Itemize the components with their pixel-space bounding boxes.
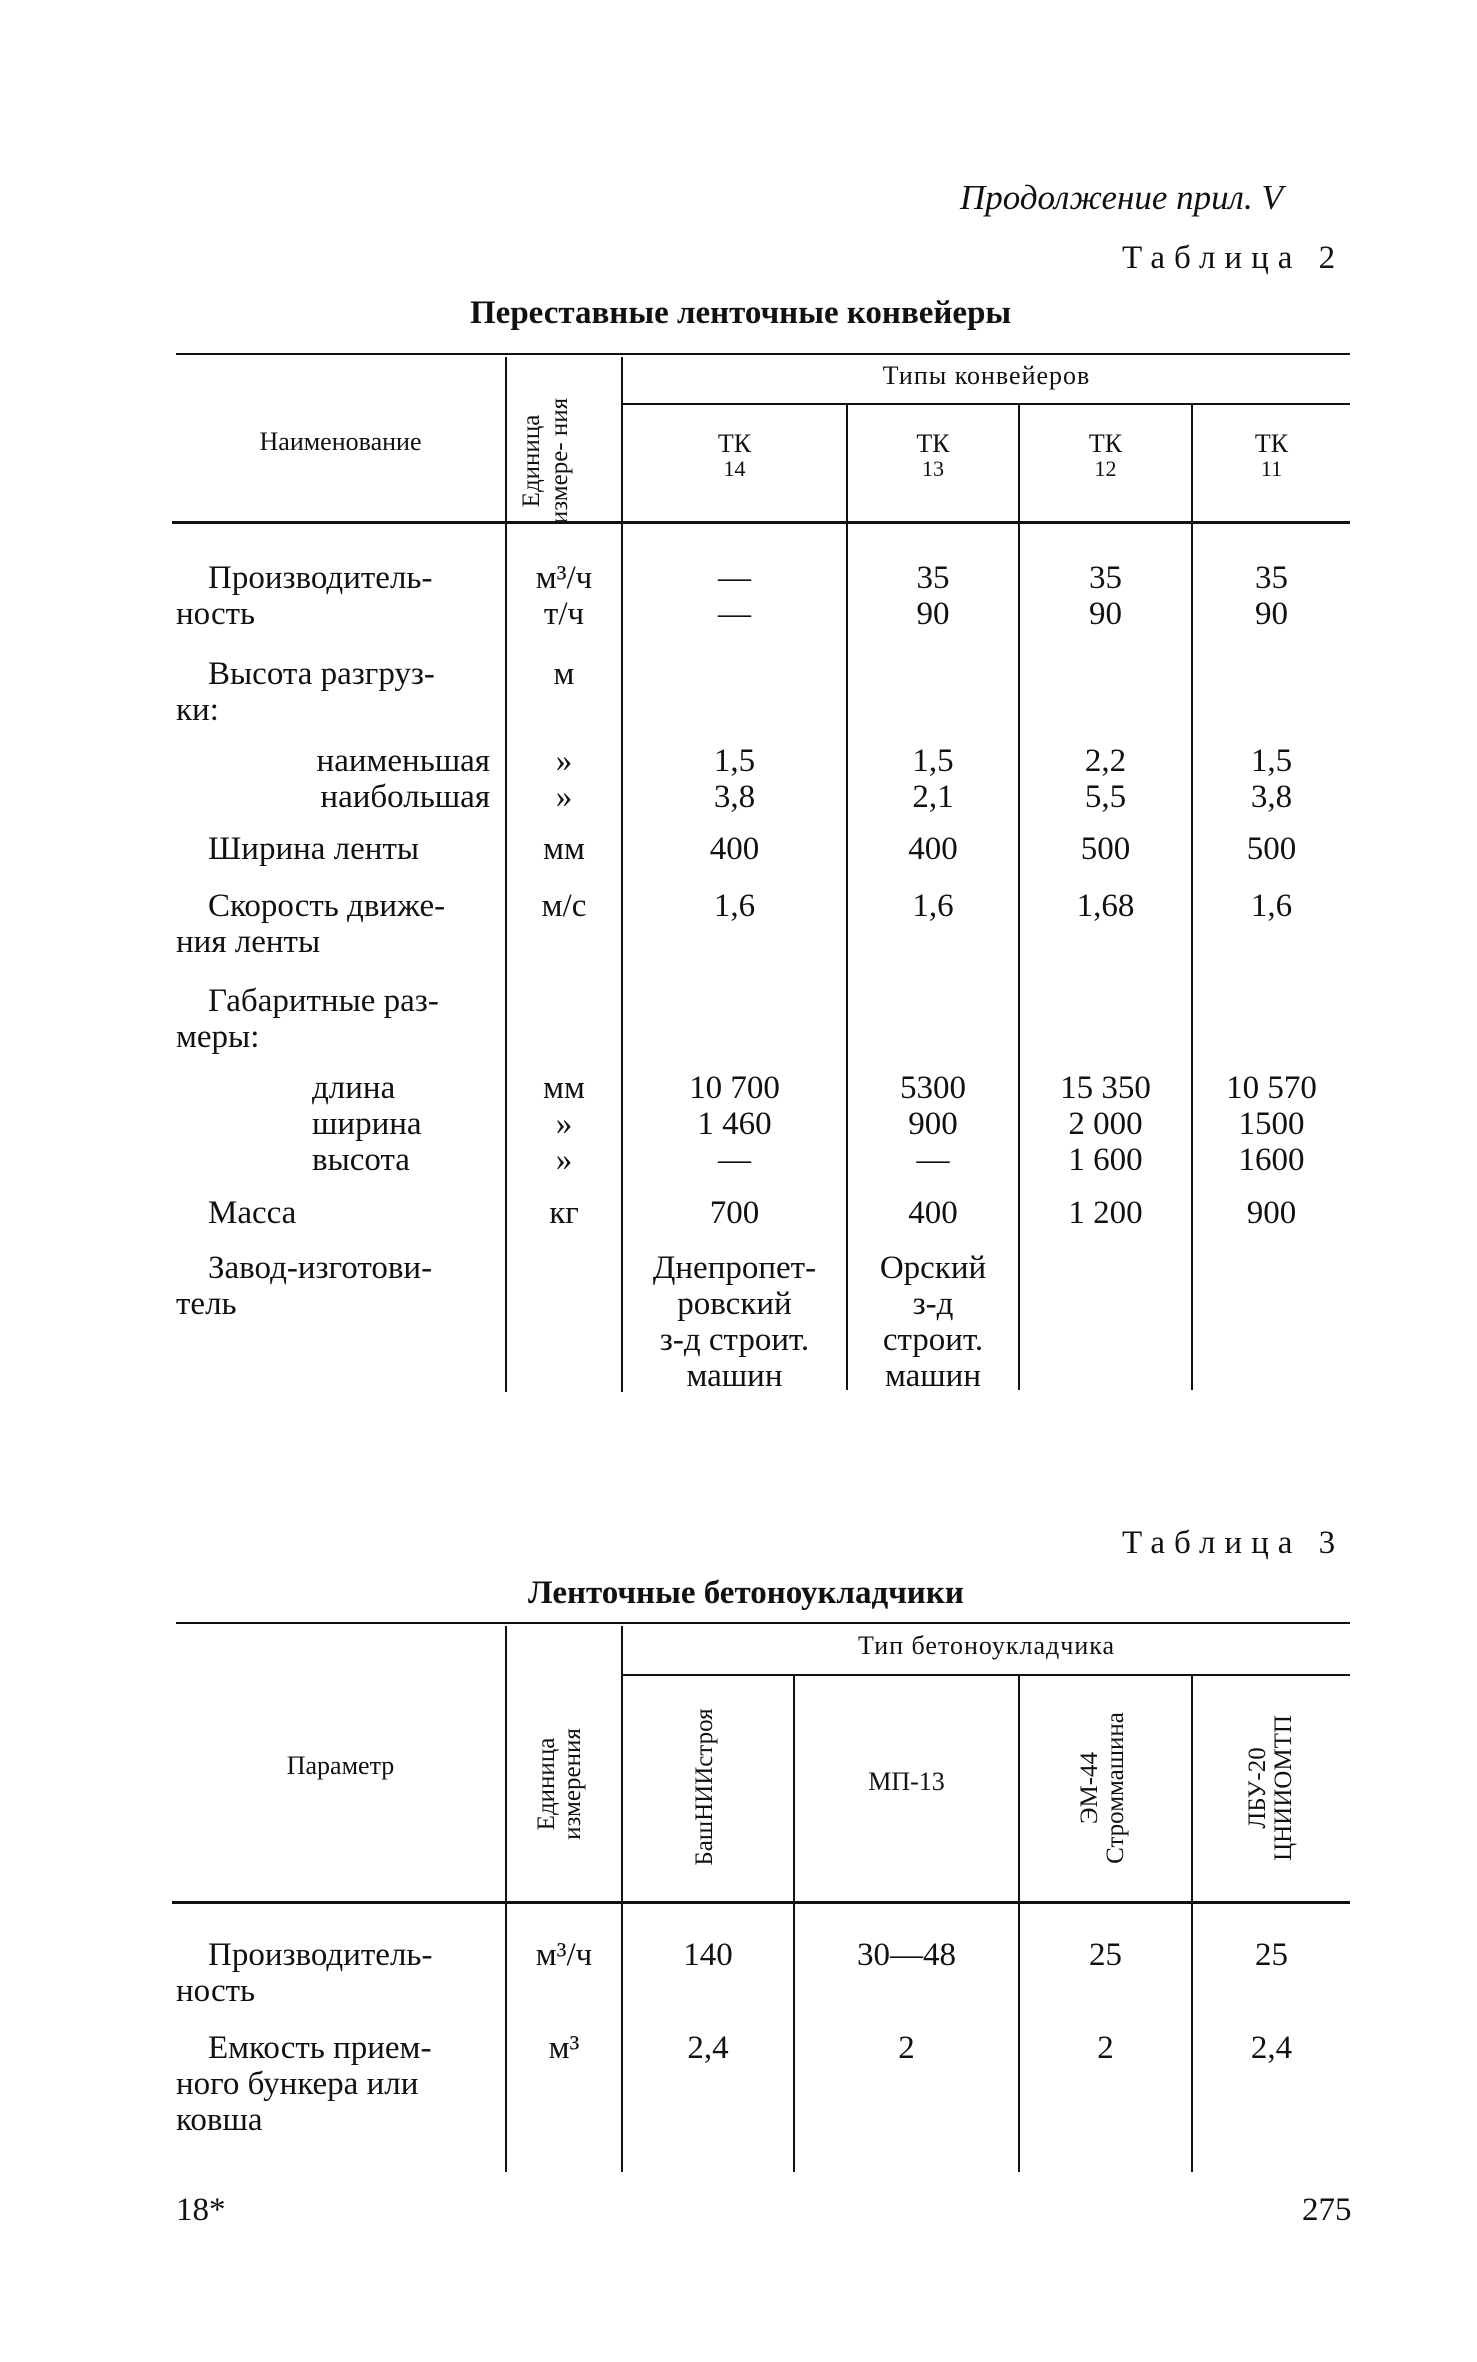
t2-row-label: наименьшая [316,743,490,779]
table3-label: Таблица 3 [1122,1525,1345,1561]
t2-value-cell: — [718,1142,751,1178]
t3-group-rule [623,1674,1350,1676]
t2-unit-cell: мм [543,831,585,867]
t3-vline-3 [793,1676,795,2172]
t2-row-label: ность [176,596,256,632]
t2-top-rule [176,353,1350,355]
t3-types-group-header: Тип бетоноукладчика [857,1631,1116,1660]
t2-value-cell: 10 570 [1226,1070,1317,1106]
t2-value-cell: 2,1 [912,779,954,815]
t2-unit-cell: » [555,1142,573,1178]
t3-param-header: Параметр [286,1751,395,1780]
t2-value-cell: 2,2 [1084,743,1127,779]
t2-value-cell: 1,5 [1250,743,1293,779]
t3-vline-2 [621,1626,623,2172]
t2-value-cell: 1600 [1238,1142,1305,1178]
t2-value-cell: 1 600 [1068,1142,1143,1178]
t2-unit-cell: м³/ч [535,560,593,596]
t2-value-cell: 1,6 [912,888,954,924]
t2-value-cell: 400 [908,831,958,867]
t2-value-cell: 1,6 [1250,888,1293,924]
t3-value-cell: 2,4 [687,2030,729,2066]
t2-value-cell: 1500 [1238,1106,1305,1142]
t2-value-cell: 1,5 [912,743,954,779]
t2-type-tk14: ТК 14 [717,429,752,481]
t2-value-cell: 500 [1080,831,1131,867]
t2-row-label: тель [176,1286,237,1322]
t2-value-cell: 1,6 [713,888,756,924]
t3-value-cell: 2 [898,2030,915,2066]
t2-unit-cell: » [555,1106,573,1142]
t3-row-label: ковша [176,2102,263,2138]
table2-label: Таблица 2 [1122,240,1345,276]
signature-mark: 18* [176,2192,226,2228]
t2-value-cell: 400 [709,831,760,867]
t2-row-label: ки: [176,692,219,728]
t2-value-cell: 1,68 [1076,888,1135,924]
t3-vline-4 [1018,1676,1020,2172]
t3-type-mp13: МП-13 [868,1767,945,1796]
t2-unit-header: Единица измере- ния [518,397,573,525]
table2-title: Переставные ленточные конвейеры [470,295,1012,331]
t2-unit-cell: м/с [541,888,587,924]
t2-value-cell: — [916,1142,950,1178]
t2-header-bottom-rule [172,521,1350,524]
t3-vline-1 [505,1626,507,2172]
t3-top-rule [176,1622,1350,1624]
t2-value-cell: 35 [916,560,950,596]
t2-value-cell: 700 [709,1195,760,1231]
t2-row-label: Масса [208,1195,297,1231]
t3-row-label: ного бункера или [176,2066,419,2102]
t2-value-cell: 900 [1246,1195,1297,1231]
t3-row-label: Производитель- [208,1937,433,1973]
t2-value-cell: 2 000 [1068,1106,1143,1142]
t3-row-label: Емкость прием- [208,2030,432,2066]
t3-value-cell: 140 [683,1937,733,1973]
t2-unit-cell: » [555,743,573,779]
t2-value-cell: 15 350 [1060,1070,1151,1106]
t2-row-label: Ширина ленты [208,831,420,867]
t3-value-cell: 25 [1255,1937,1288,1973]
page-number: 275 [1302,2192,1352,2228]
t3-row-label: ность [176,1973,256,2009]
t3-value-cell: 25 [1089,1937,1122,1973]
t2-value-cell: 35 [1089,560,1122,596]
t3-unit-cell: м³/ч [535,1937,593,1973]
t2-unit-cell: » [555,779,573,815]
t3-value-cell: 2,4 [1250,2030,1293,2066]
t3-type-em44: ЭМ-44 Строммашина [1076,1712,1129,1864]
t2-unit-cell: мм [543,1070,585,1106]
t2-value-cell: — [718,596,751,632]
t2-row-label: Скорость движе- [208,888,446,924]
t2-value-cell: 1 200 [1068,1195,1143,1231]
t2-value-cell: 500 [1246,831,1297,867]
t2-value-cell: 5300 [900,1070,966,1106]
t2-type-tk12: ТК 12 [1088,429,1123,481]
t2-value-cell: 1 460 [697,1106,772,1142]
t3-unit-header: Единица измерения [533,1728,586,1840]
t2-row-label: высота [312,1142,410,1178]
t2-value-cell: 90 [1089,596,1122,632]
t2-value-cell: 3,8 [713,779,756,815]
t2-row-label: ширина [312,1106,422,1142]
t2-value-cell: 90 [916,596,950,632]
t2-unit-cell: м [553,656,575,692]
t2-row-label: Высота разгруз- [208,656,435,692]
t2-name-header: Наименование [259,427,422,456]
t2-value-cell: 400 [908,1195,958,1231]
table3-title: Ленточные бетоноукладчики [528,1575,964,1611]
t2-row-label: длина [312,1070,396,1106]
t2-value-cell: 5,5 [1084,779,1127,815]
t2-vline-1 [505,357,507,1392]
t3-value-cell: 30—48 [857,1937,956,1973]
t3-header-bottom-rule [172,1901,1350,1904]
t2-row-label: наибольшая [320,779,490,815]
t2-unit-cell: кг [549,1195,579,1231]
t2-row-label: Завод-изготови- [208,1250,433,1286]
t2-value-cell: — [718,560,751,596]
t3-unit-cell: м³ [548,2030,580,2066]
t3-vline-5 [1191,1676,1193,2172]
continuation-note: Продолжение прил. V [960,178,1283,217]
t2-manufacturer-tk13: Орский з-д строит. машин [879,1250,987,1394]
t2-group-rule [623,403,1350,405]
t2-types-group-header: Типы конвейеров [882,361,1091,390]
t2-row-label: ния ленты [176,924,321,960]
t2-value-cell: 1,5 [713,743,756,779]
t2-value-cell: 900 [908,1106,958,1142]
t3-type-bashniistroya: БашНИИстроя [691,1708,718,1866]
t2-row-label: Габаритные раз- [208,983,439,1019]
t2-row-label: Производитель- [208,560,433,596]
t2-value-cell: 35 [1255,560,1288,596]
t2-manufacturer-tk14: Днепропет- ровский з-д строит. машин [652,1250,817,1394]
t2-value-cell: 10 700 [689,1070,780,1106]
t2-unit-cell: т/ч [543,596,585,632]
t2-type-tk13: ТК 13 [916,429,950,481]
t2-value-cell: 3,8 [1250,779,1293,815]
t2-value-cell: 90 [1255,596,1288,632]
t3-type-lbu20: ЛБУ-20 ЦНИИОМТП [1244,1715,1297,1861]
t2-vline-2 [621,357,623,1392]
t3-value-cell: 2 [1097,2030,1114,2066]
t2-row-label: меры: [176,1019,260,1055]
t2-type-tk11: ТК 11 [1254,429,1289,481]
